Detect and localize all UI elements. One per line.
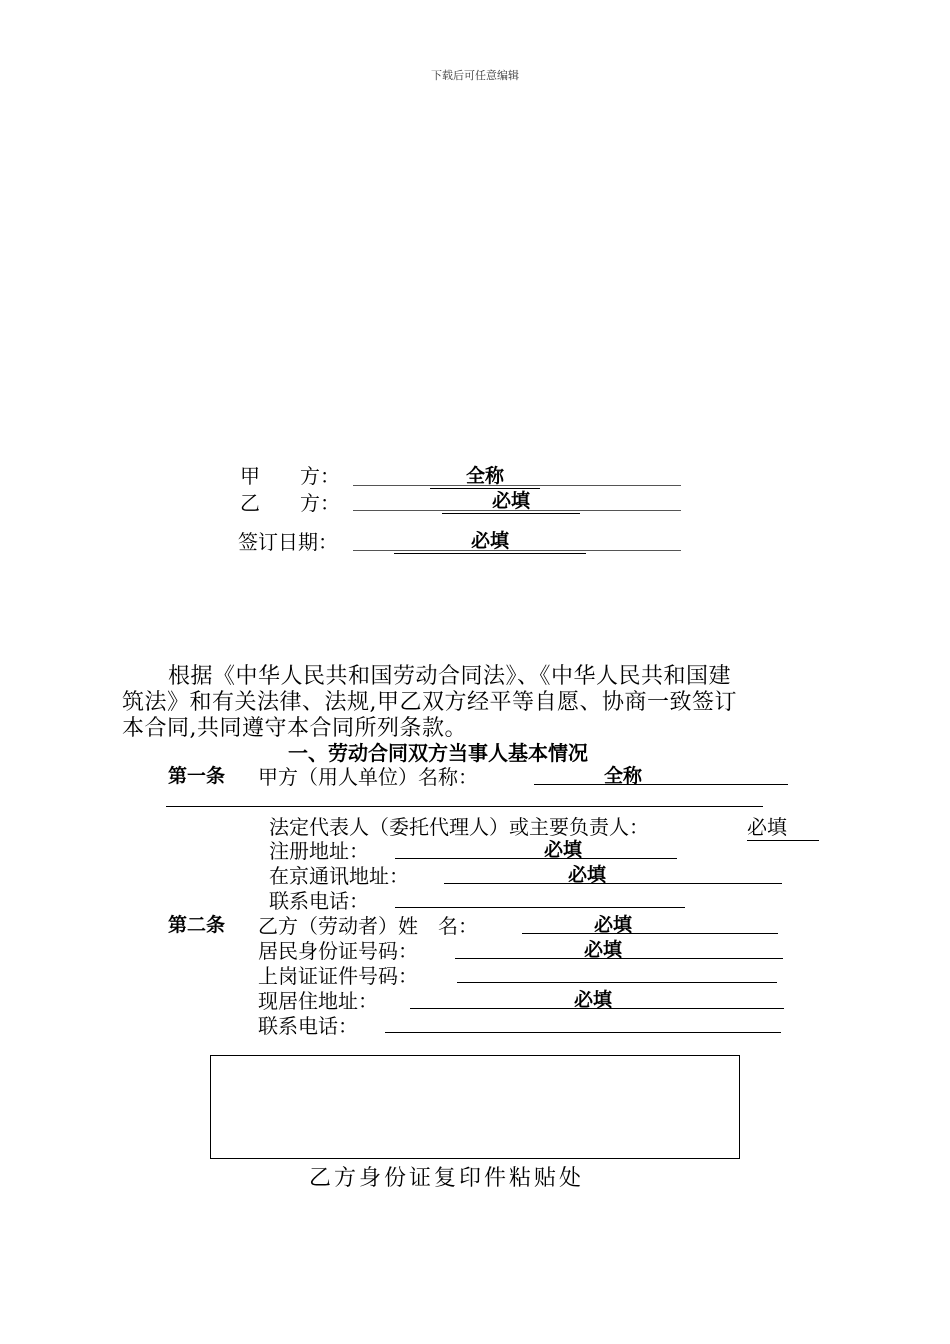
intro-line-2: 筑法》和有关法律、法规,甲乙双方经平等自愿、协商一致签订 (122, 690, 737, 715)
cert-number-label: 上岗证证件号码： (258, 964, 418, 988)
cert-number-underline[interactable] (457, 982, 777, 983)
employee-name-value[interactable]: 必填 (593, 914, 632, 936)
party-a-label: 甲 方： (240, 464, 340, 488)
party-b-value[interactable]: 必填 (442, 486, 580, 514)
beijing-address-label: 在京通讯地址： (269, 864, 409, 888)
intro-line-3: 本合同,共同遵守本合同所列条款。 (122, 716, 467, 741)
intro-line-1: 根据《中华人民共和国劳动合同法》、《中华人民共和国建 (168, 664, 732, 689)
page-header-note: 下载后可任意编辑 (431, 69, 519, 82)
employer-phone-label: 联系电话： (269, 889, 369, 913)
home-address-label: 现居住地址： (258, 989, 378, 1013)
employer-name-value[interactable]: 全称 (603, 765, 642, 787)
reg-address-value[interactable]: 必填 (543, 839, 582, 861)
reg-address-label: 注册地址： (269, 839, 369, 863)
employee-phone-underline[interactable] (385, 1032, 781, 1033)
id-number-label: 居民身份证号码： (258, 939, 418, 963)
sign-date-label: 签订日期： (238, 530, 338, 554)
employee-name-label: 乙方（劳动者）姓 名： (258, 914, 478, 938)
employer-phone-underline[interactable] (395, 907, 685, 908)
id-copy-caption: 乙方身份证复印件粘贴处 (309, 1166, 585, 1191)
home-address-value[interactable]: 必填 (573, 989, 612, 1011)
beijing-address-value[interactable]: 必填 (567, 864, 606, 886)
article-2-heading: 第二条 (168, 914, 226, 936)
id-number-value[interactable]: 必填 (583, 939, 622, 961)
article-1-heading: 第一条 (168, 765, 226, 787)
legal-rep-label: 法定代表人（委托代理人）或主要负责人： (269, 815, 649, 839)
sign-date-value[interactable]: 必填 (394, 526, 586, 554)
employee-phone-label: 联系电话： (258, 1014, 358, 1038)
employer-name-label: 甲方（用人单位）名称： (258, 765, 478, 789)
party-a-value[interactable]: 全称 (430, 461, 540, 489)
legal-rep-value[interactable]: 必填 (747, 811, 819, 841)
id-copy-paste-box (210, 1055, 740, 1159)
employer-name-continuation-line (166, 806, 763, 807)
party-b-label: 乙 方： (240, 491, 340, 515)
section-title: 一、劳动合同双方当事人基本情况 (288, 741, 588, 765)
